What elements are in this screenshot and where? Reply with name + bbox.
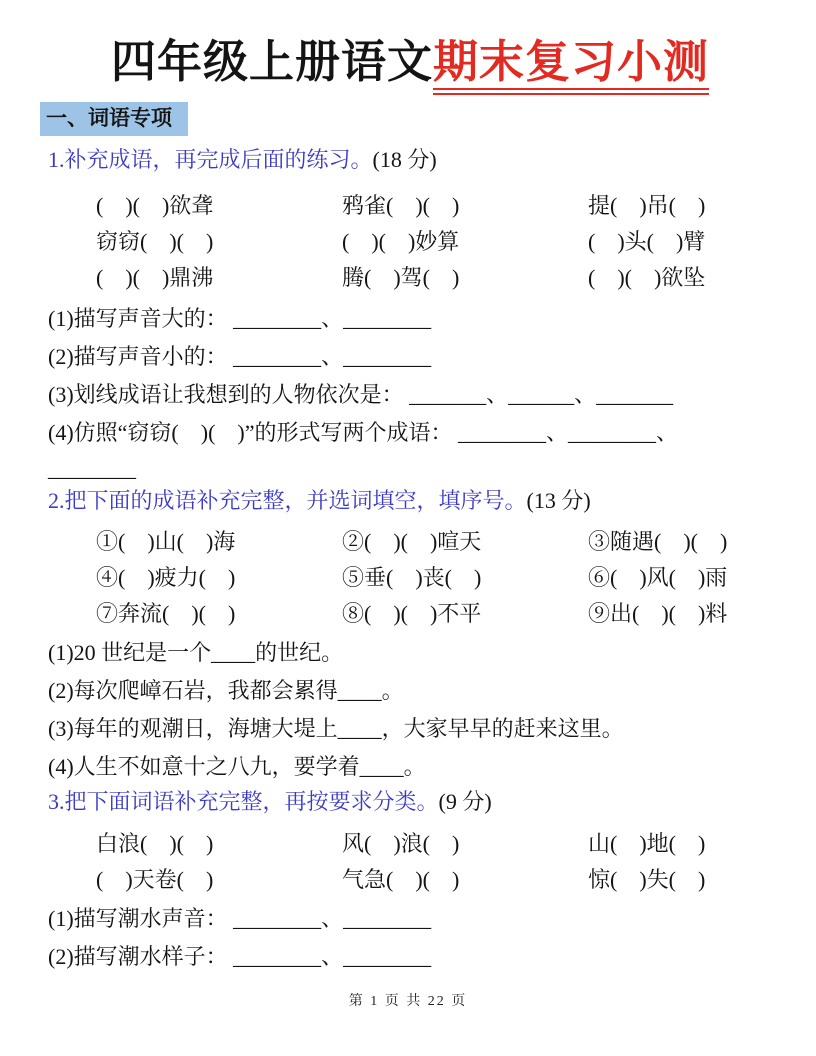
idiom-item: 腾( )驾( ) [342, 265, 460, 291]
q2-idiom-grid [96, 524, 772, 632]
idiom-item: ⑨出( )( )料 [588, 601, 728, 627]
q1-title: 1.补充成语，再完成后面的练习。 [48, 147, 373, 173]
idiom-item: ( )( )鼎沸 [96, 265, 214, 291]
q2-sub-3: (3)每年的观潮日，海塘大堤上____，大家早早的赶来这里。 [48, 716, 624, 742]
idiom-item: ( )头( )臂 [588, 229, 706, 255]
idiom-item: ⑥( )风( )雨 [588, 565, 728, 591]
idiom-item: ( )( )欲聋 [96, 193, 214, 219]
idiom-item: 风( )浪( ) [342, 831, 460, 857]
q3-subquestions [48, 900, 772, 976]
section-header: 一、词语专项 [40, 102, 188, 136]
q1-subquestions [48, 300, 772, 486]
idiom-item: ⑧( )( )不平 [342, 601, 482, 627]
idiom-item: 气急( )( ) [342, 867, 460, 893]
q2-score: (13 分) [526, 488, 591, 514]
title-red-part: 期末复习小测 [433, 37, 709, 95]
page-footer: 第 1 页 共 22 页 [348, 994, 468, 1009]
idiom-item: 山( )地( ) [588, 831, 706, 857]
q2-subquestions [48, 634, 772, 786]
q1-sub-4-continuation-blank: ________ [48, 456, 136, 482]
idiom-item: ②( )( )喧天 [342, 529, 482, 555]
q1-sub-3: (3)划线成语让我想到的人物依次是： _______、______、_______ [48, 382, 674, 408]
idiom-item: ①( )山( )海 [96, 529, 236, 555]
idiom-item: ( )( )欲坠 [588, 265, 706, 291]
idiom-item: 提( )吊( ) [588, 193, 706, 219]
idiom-item: 鸦雀( )( ) [342, 193, 460, 219]
q1-score: (18 分) [372, 147, 437, 173]
q2-sub-4: (4)人生不如意十之八九，要学着____。 [48, 754, 426, 780]
q1-idiom-grid [96, 188, 772, 296]
q1-sub-2: (2)描写声音小的： ________、________ [48, 344, 432, 370]
q3-score: (9 分) [438, 789, 492, 815]
q2-header [48, 486, 772, 516]
idiom-item: ( )天卷( ) [96, 867, 214, 893]
idiom-item: ( )( )妙算 [342, 229, 460, 255]
q3-title: 3.把下面词语补充完整，再按要求分类。 [48, 789, 439, 815]
q3-idiom-grid [96, 826, 772, 898]
q3-sub-2: (2)描写潮水样子： ________、________ [48, 944, 432, 970]
idiom-item: ③随遇( )( ) [588, 529, 728, 555]
title-black-part: 四年级上册语文 [110, 37, 433, 87]
idiom-item: ④( )疲力( ) [96, 565, 236, 591]
q1-sub-4: (4)仿照“窃窃( )( )”的形式写两个成语： ________、________、 [48, 420, 678, 446]
q2-sub-2: (2)每次爬嶂石岩，我都会累得____。 [48, 678, 404, 704]
idiom-item: 白浪( )( ) [96, 831, 214, 857]
idiom-item: 窃窃( )( ) [96, 229, 214, 255]
q2-sub-1: (1)20 世纪是一个____的世纪。 [48, 640, 344, 666]
section-row [40, 102, 772, 136]
idiom-item: ⑤垂( )丧( ) [342, 565, 482, 591]
idiom-item: ⑦奔流( )( ) [96, 601, 236, 627]
q2-title: 2.把下面的成语补充完整，并选词填空，填序号。 [48, 488, 527, 514]
q3-sub-1: (1)描写潮水声音： ________、________ [48, 906, 432, 932]
q3-header [48, 787, 772, 817]
q1-header [48, 145, 772, 175]
q1-sub-1: (1)描写声音大的： ________、________ [48, 306, 432, 332]
idiom-item: 惊( )失( ) [588, 867, 706, 893]
page-title [48, 34, 772, 90]
